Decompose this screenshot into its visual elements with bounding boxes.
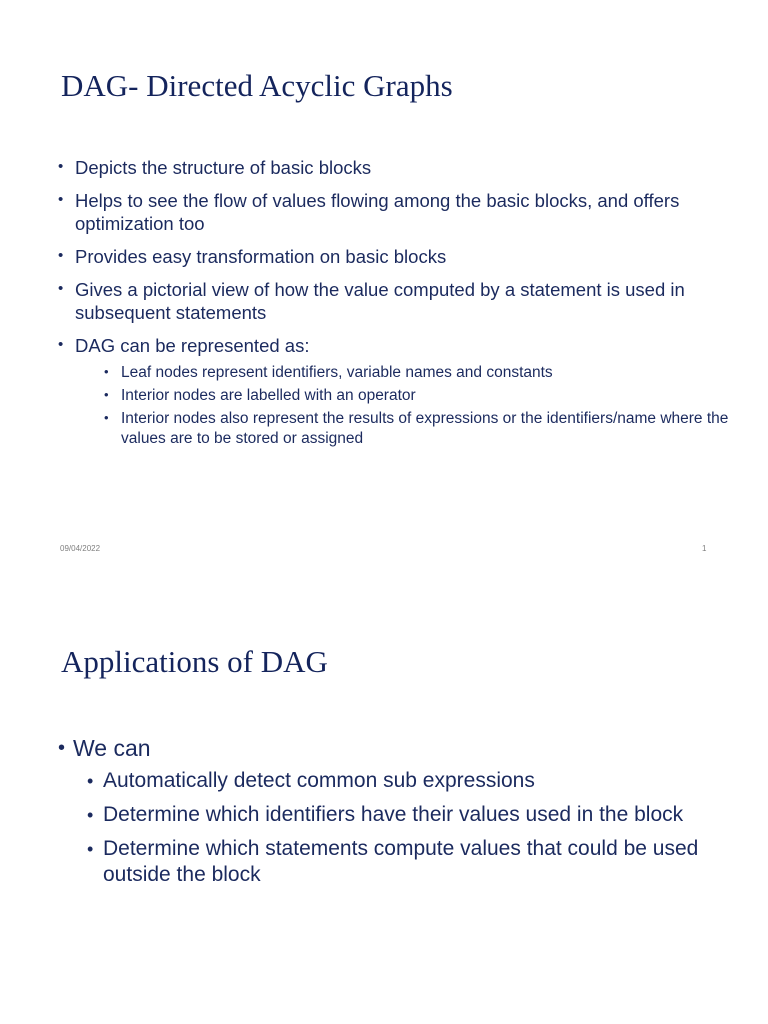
slide-1-title: DAG- Directed Acyclic Graphs <box>61 68 453 103</box>
slide-2 <box>0 576 768 1024</box>
sub-bullet-item: • Determine which statements compute values that could be used outside the block <box>87 836 738 888</box>
slide-number: 1 <box>702 544 707 553</box>
sub-bullet-item: • Interior nodes also represent the results of expressions or the identifiers/name where the values are to be stored or assigned <box>104 409 738 449</box>
bullet-item <box>58 734 738 763</box>
slide-2-title: Applications of DAG <box>61 644 328 679</box>
sub-bullet-list <box>75 363 738 449</box>
bullet-item: • Gives a pictorial view of how the value computed by a statement is used in subsequent statements <box>58 278 738 324</box>
footer-date: 09/04/2022 <box>60 544 101 553</box>
slide-1-bullet-list <box>58 156 738 459</box>
bullet-text: We can <box>73 735 151 761</box>
sub-bullet-item: • Automatically detect common sub expressions <box>87 768 738 794</box>
bullet-text: DAG can be represented as: <box>75 335 310 356</box>
bullet-item: • Depicts the structure of basic blocks <box>58 156 738 179</box>
sub-bullet-item: • Interior nodes are labelled with an operator <box>104 386 738 406</box>
sub-bullet-item: • Leaf nodes represent identifiers, variable names and constants <box>104 363 738 383</box>
sub-bullet-item: • Determine which identifiers have their values used in the block <box>87 802 738 828</box>
bullet-item <box>58 334 738 449</box>
bullet-item: • Helps to see the flow of values flowing among the basic blocks, and offers optimization too <box>58 189 738 235</box>
slide-2-bullet-list <box>58 734 738 896</box>
sub-bullet-list <box>58 768 738 888</box>
sub-bullet-group <box>58 768 738 888</box>
bullet-item: • Provides easy transformation on basic blocks <box>58 245 738 268</box>
